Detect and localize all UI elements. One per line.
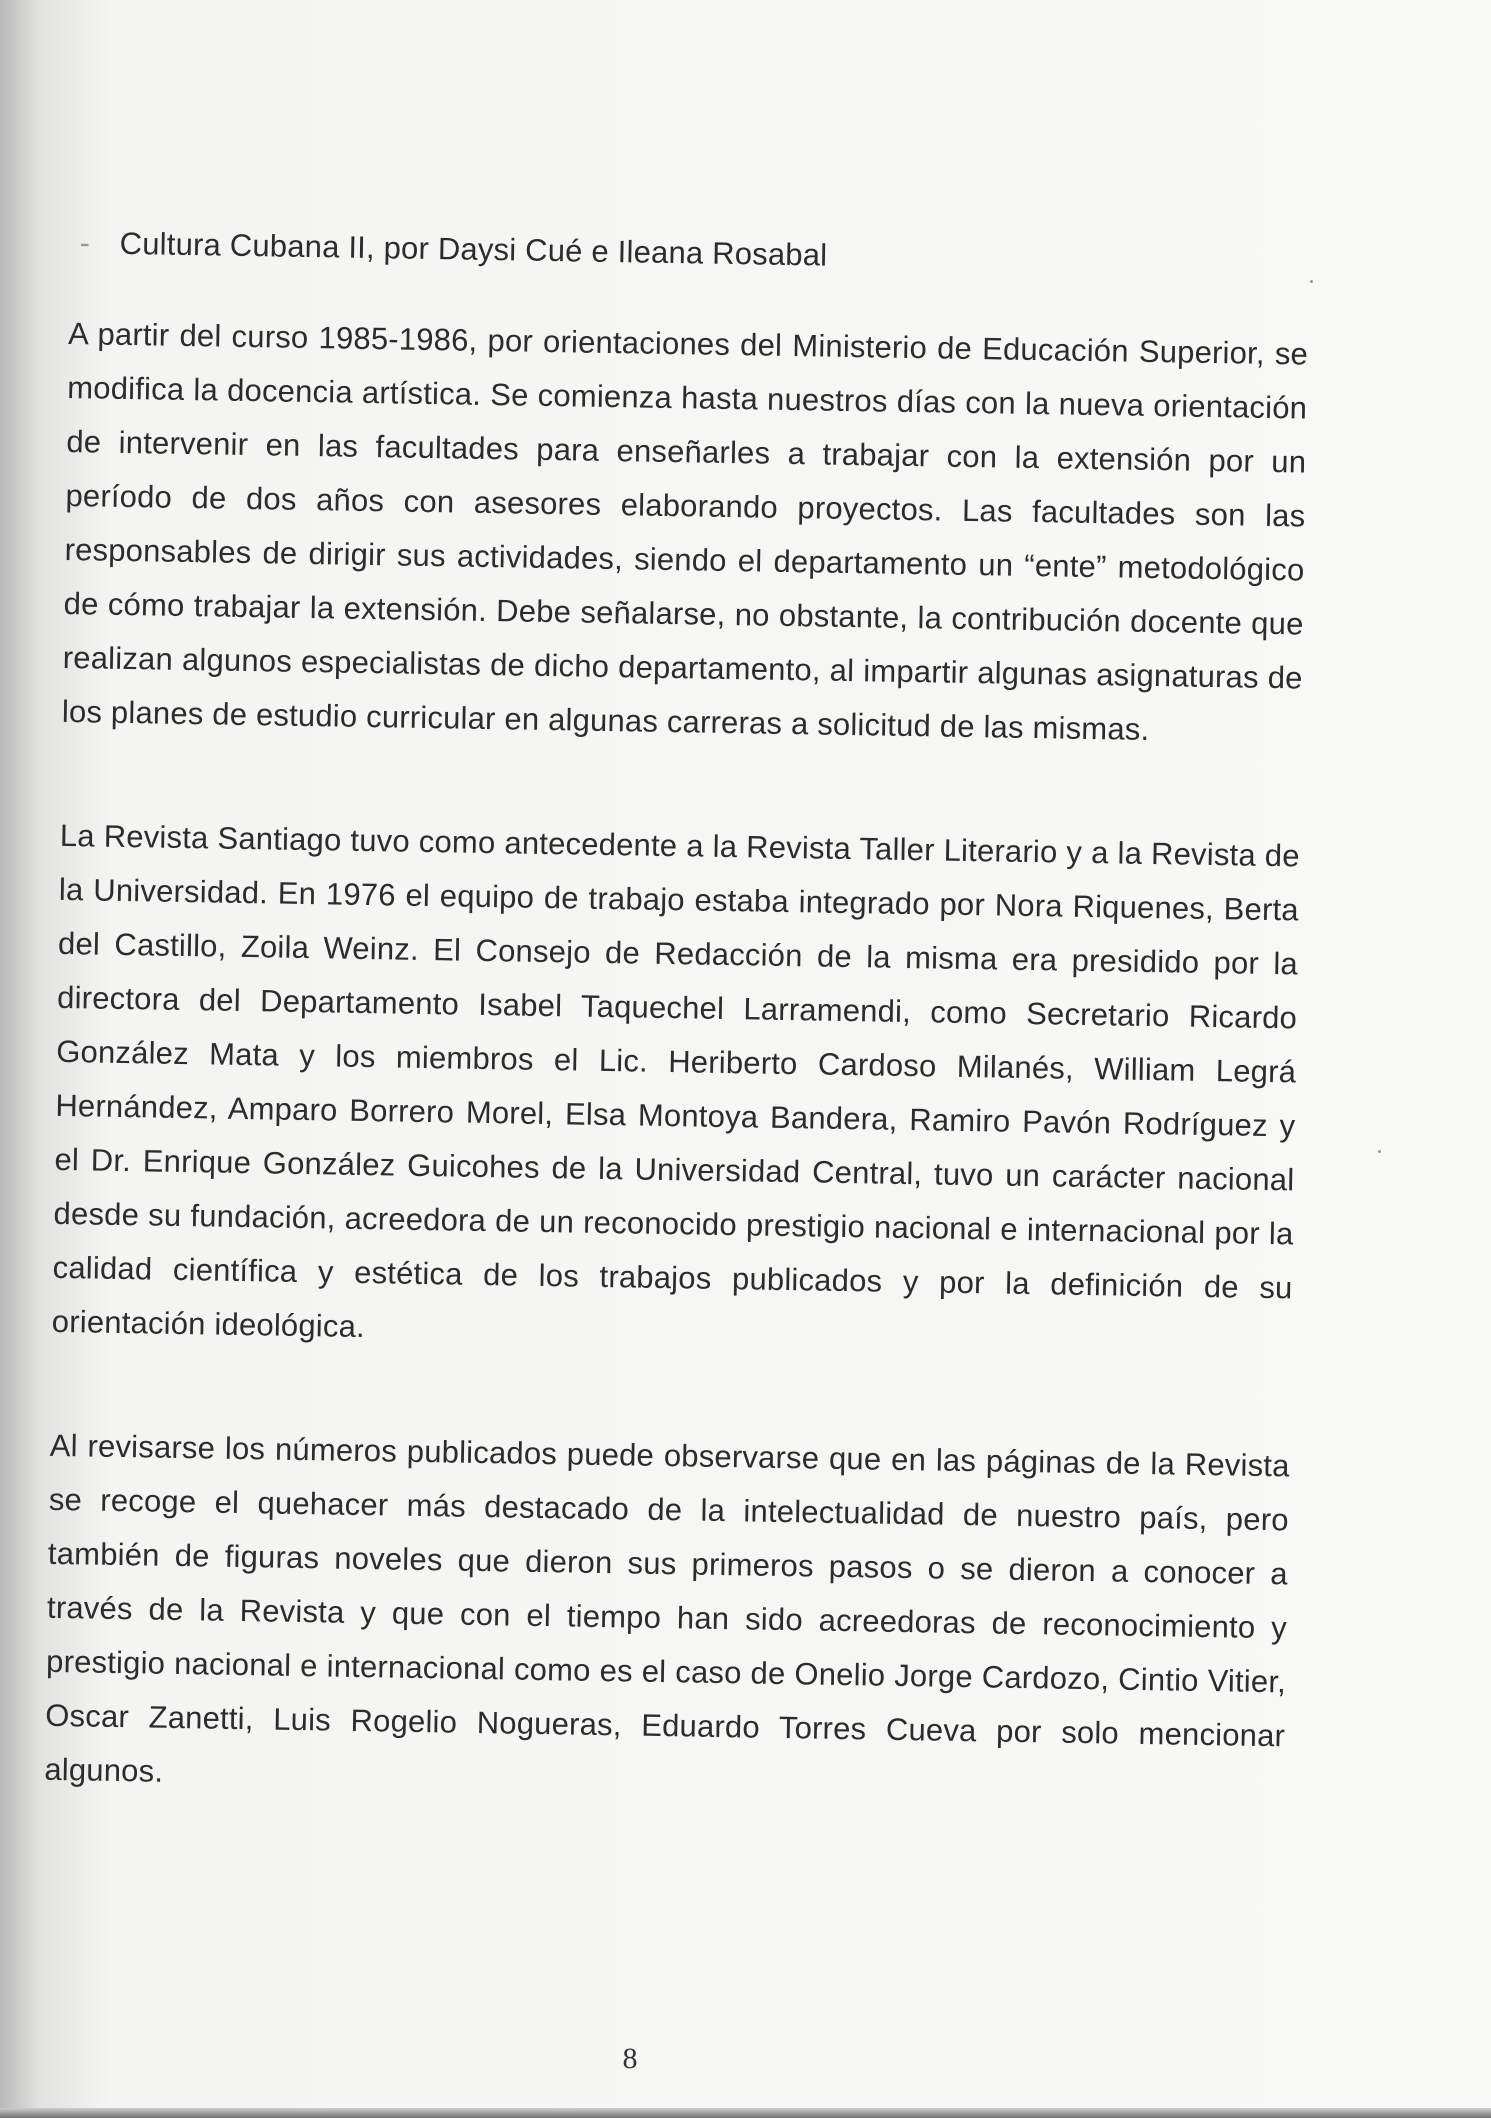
bullet-dash: - xyxy=(79,225,91,261)
bullet-text: Cultura Cubana II, por Daysi Cué e Ileana Rosabal xyxy=(119,225,828,273)
bullet-item xyxy=(79,225,1309,281)
paragraph-revista-contributors: Al revisarse los números publicados puede observarse que en las páginas de la Revista se recoge el quehacer más destacado de la intelectualidad de nuestro país, pero también de figuras noveles que dieron sus primeros pasos o se dieron a conocer a través de la Revista y que con el tiempo han sido acreedoras de reconocimiento y prestigio nacional e internacional como es el caso de Onelio Jorge Cardozo, Cintio Vitier, Oscar Zanetti, Luis Rogelio Nogueras, Eduardo Torres Cueva por solo mencionar algunos. xyxy=(44,1427,1290,1789)
scan-speck xyxy=(1310,280,1313,283)
page-number: 8 xyxy=(622,2042,638,2075)
paragraph-revista-history: La Revista Santiago tuvo como antecedente a la Revista Taller Literario y a la Revista de la Universidad. En 1976 el equipo de trabajo estaba integrado por Nora Riquenes, Berta del Castillo, Zoila Weinz. El Consejo de Redacción de la misma era presidido por la directora del Departamento Isabel Taquechel Larramendi, como Secretario Ricardo González Mata y los miembros el Lic. Heriberto Cardoso Milanés, William Legrá Hernández, Amparo Borrero Morel, Elsa Montoya Bandera, Ramiro Pavón Rodríguez y el Dr. Enrique González Guicohes de la Universidad Central, tuvo un carácter nacional desde su fundación, acreedora de un reconocido prestigio nacional e internacional por la calidad científica y estética de los trabajos publicados y por la definición de su orientación ideológica. xyxy=(51,817,1300,1345)
paragraph-extension: A partir del curso 1985-1986, por orientaciones del Ministerio de Educación Superior, se modifica la docencia artística. Se comienza hasta nuestros días con la nueva orientación de intervenir en las facultades para enseñarles a trabajar con la extensión por un período de dos años con asesores elaborando proyectos. Las facultades son las responsables de dirigir sus actividades, siendo el departamento un “ente” metodológico de cómo trabajar la extensión. Debe señalarse, no obstante, la contribución docente que realizan algunos especialistas de dicho departamento, al impartir algunas asignaturas de los planes de estudio curricular en algunas carreras a solicitud de las mismas. xyxy=(61,315,1309,747)
document-body xyxy=(43,225,1310,1887)
scan-bottom-edge xyxy=(0,2108,1491,2118)
scan-speck xyxy=(1378,1150,1381,1153)
